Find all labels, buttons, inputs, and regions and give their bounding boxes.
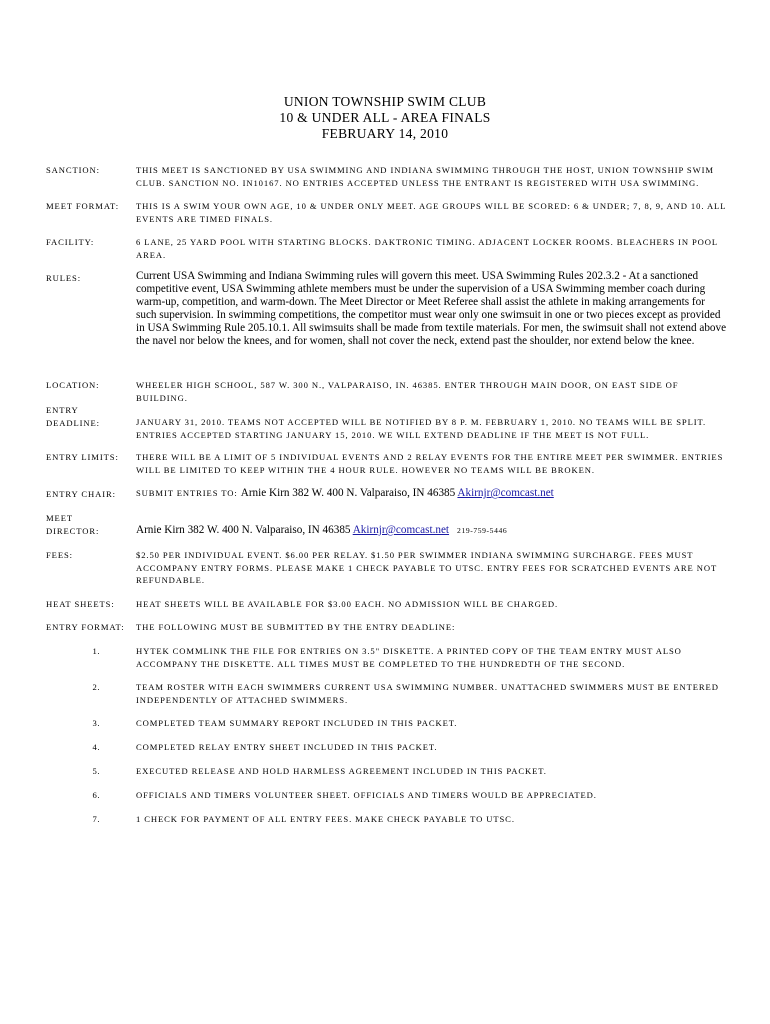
rules-text: Current USA Swimming and Indiana Swimming rules will govern this meet. USA Swimming Rules 202.3.2 - At a sanctioned competitive event, USA Swimming athlete members must be under the supervision of a USA Swimming member coach during warm-up, competition, and warm-down. The Meet Director or Meet Referee shall assist the athlete in making arrangements for such supervision. In swimming competitions, the competitor must wear only one swimsuit in one or two pieces except as provided in USA Swimming Rule 205.10.1. All swimsuits shall be made from textile materials. For men, the swimsuit shall not extend above the navel nor below the knees, and for women, shall not cover the neck, extend past the shoulder, nor extend below the knee. [136,270,727,348]
header-meet-date: FEBRUARY 14, 2010 [321,126,449,141]
sanction-text: THIS MEET IS SANCTIONED BY USA SWIMMING AND INDIANA SWIMMING THROUGH THE HOST, UNION TOWNSHIP SWIM CLUB. SANCTION NO. IN10167. NO ENTRIES ACCEPTED UNLESS THE ENTRANT IS REGISTERED WITH USA SWIMMING. [136,165,714,188]
entry-limits-text: THERE WILL BE A LIMIT OF 5 INDIVIDUAL EVENTS AND 2 RELAY EVENTS FOR THE ENTIRE MEET PER SWIMMER. ENTRIES WILL BE LIMITED TO KEEP WITHIN THE 4 HOUR RULE. HOWEVER NO TEAMS WILL BE BROKEN. [136,452,724,475]
fees-text: $2.50 PER INDIVIDUAL EVENT. $6.00 PER RELAY. $1.50 PER SWIMMER INDIANA SWIMMING SURCHARGE. FEES MUST ACCOMPANY ENTRY FORMS. PLEASE MAKE 1 CHECK PAYABLE TO UTSC. ENTRY FEES FOR SCRATCHED EVENTS ARE NOT REFUNDABLE. [136,550,717,585]
heat-sheets-text: HEAT SHEETS WILL BE AVAILABLE FOR $3.00 EACH. NO ADMISSION WILL BE CHARGED. [136,599,558,609]
meet-format-label: MEET FORMAT: [46,201,120,211]
list-item-number: 6. [92,790,100,800]
meet-director-email-link[interactable]: Akirnjr@comcast.net [352,524,450,536]
entry-limits-label: ENTRY LIMITS: [46,452,119,462]
entry-chair-text [136,487,728,500]
location-label: LOCATION: [46,380,100,390]
header-meet-name: 10 & UNDER ALL - AREA FINALS [279,110,491,125]
list-item-text: EXECUTED RELEASE AND HOLD HARMLESS AGREEMENT INCLUDED IN THIS PACKET. [136,766,547,776]
meet-director-address: Arnie Kirn 382 W. 400 N. Valparaiso, IN 46385 [136,524,353,536]
meet-format-text: THIS IS A SWIM YOUR OWN AGE, 10 & UNDER ONLY MEET. AGE GROUPS WILL BE SCORED: 6 & UNDER; 7, 8, 9, AND 10. ALL EVENTS ARE TIMED FINALS. [136,201,727,224]
list-item-text: TEAM ROSTER WITH EACH SWIMMERS CURRENT USA SWIMMING NUMBER. UNATTACHED SWIMMERS MUST BE ENTERED INDEPENDENTLY OF ATTACHED SWIMMERS. [136,682,719,705]
meet-director-label-line1: MEET [46,513,73,523]
document-header [0,94,770,142]
heat-sheets-label: HEAT SHEETS: [46,599,115,609]
facility-label: FACILITY: [46,237,95,247]
sanction-label: SANCTION: [46,165,100,175]
list-item-number: 4. [92,742,100,752]
entry-deadline-text: JANUARY 31, 2010. TEAMS NOT ACCEPTED WILL BE NOTIFIED BY 8 P. M. FEBRUARY 1, 2010. NO TEAMS WILL BE SPLIT. ENTRIES ACCEPTED STARTING JANUARY 15, 2010. WE WILL EXTEND DEADLINE IF THE MEET IS NOT FULL. [136,417,707,440]
rules-label: RULES: [46,273,82,283]
location-text: WHEELER HIGH SCHOOL, 587 W. 300 N., VALPARAISO, IN. 46385. ENTER THROUGH MAIN DOOR, ON EAST SIDE OF BUILDING. [136,380,679,403]
meet-director-label-line2: DIRECTOR: [46,525,100,536]
list-item-text: OFFICIALS AND TIMERS VOLUNTEER SHEET. OFFICIALS AND TIMERS WOULD BE APPRECIATED. [136,790,597,800]
entry-chair-prefix: SUBMIT ENTRIES TO: [136,488,241,498]
entry-deadline-label-line2: DEADLINE: [46,417,100,428]
list-item-text: 1 CHECK FOR PAYMENT OF ALL ENTRY FEES. MAKE CHECK PAYABLE TO UTSC. [136,814,515,824]
list-item-number: 2. [92,682,100,692]
entry-chair-address: Arnie Kirn 382 W. 400 N. Valparaiso, IN 46385 [240,487,458,499]
facility-text: 6 LANE, 25 YARD POOL WITH STARTING BLOCKS. DAKTRONIC TIMING. ADJACENT LOCKER ROOMS. BLEACHERS IN POOL AREA. [136,237,718,260]
list-item-number: 5. [92,766,100,776]
list-item-number: 3. [92,718,100,728]
entry-deadline-label [46,404,134,429]
meet-director-label [46,512,134,537]
fees-label: FEES: [46,550,73,560]
list-item-text: COMPLETED RELAY ENTRY SHEET INCLUDED IN THIS PACKET. [136,742,438,752]
list-item-number: 7. [92,814,100,824]
meet-director-text [136,524,728,538]
entry-format-text: THE FOLLOWING MUST BE SUBMITTED BY THE ENTRY DEADLINE: [136,622,456,632]
list-item-text: COMPLETED TEAM SUMMARY REPORT INCLUDED IN THIS PACKET. [136,718,458,728]
entry-format-label: ENTRY FORMAT: [46,622,125,632]
meet-director-phone: 219-759-5446 [457,526,508,535]
list-item-number: 1. [92,646,100,656]
entry-deadline-label-line1: ENTRY [46,405,79,415]
list-item-text: HYTEK COMMLINK THE FILE FOR ENTRIES ON 3.5" DISKETTE. A PRINTED COPY OF THE TEAM ENTRY MUST ALSO ACCOMPANY THE DISKETTE. ALL TIMES MUST BE COMPLETED TO THE HUNDREDTH OF THE SECOND. [136,646,682,669]
entry-chair-email-link[interactable]: Akirnjr@comcast.net [457,487,554,499]
entry-chair-label: ENTRY CHAIR: [46,489,116,499]
header-club-name: UNION TOWNSHIP SWIM CLUB [283,94,487,109]
